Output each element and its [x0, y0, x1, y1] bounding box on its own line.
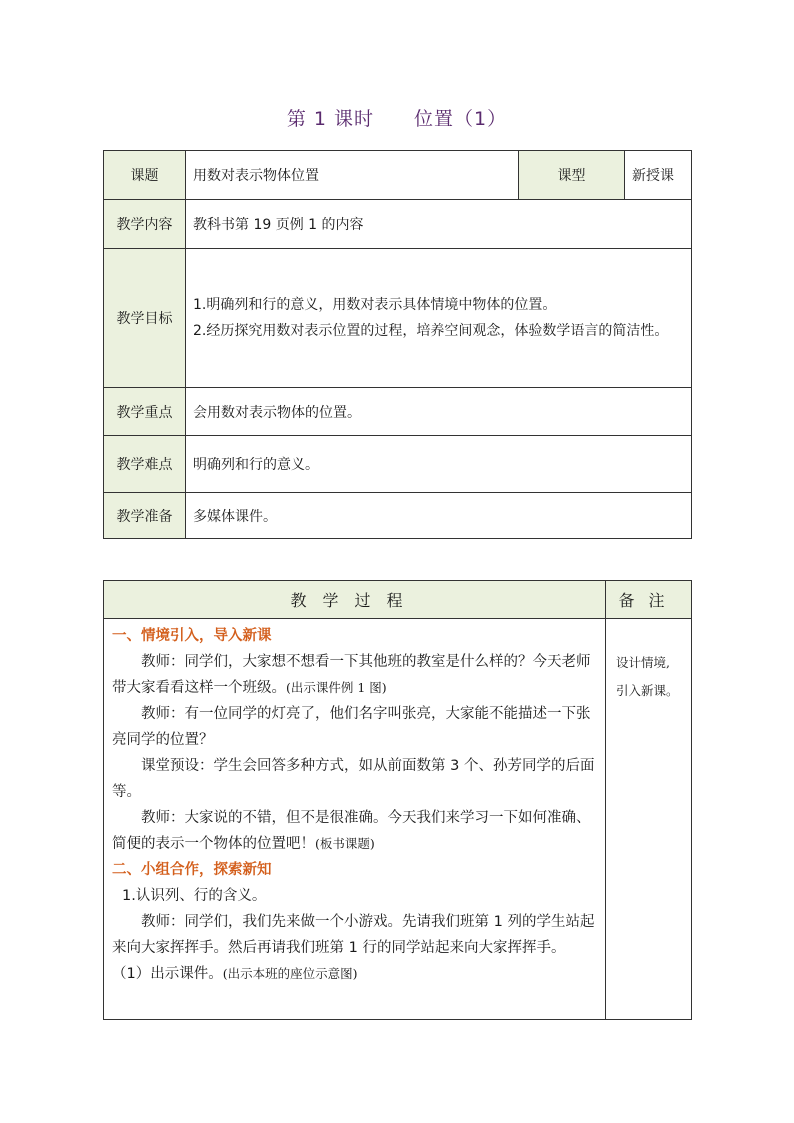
- value-objectives: [186, 249, 692, 388]
- table-row: [104, 151, 692, 200]
- table-row: [104, 436, 692, 493]
- note-line-1: 设计情境,: [616, 655, 670, 670]
- table-row: [104, 493, 692, 539]
- value-class-type: 新授课: [625, 151, 692, 200]
- value-difficulty: 明确列和行的意义。: [186, 436, 692, 493]
- paragraph-5: 教师：同学们，我们先来做一个小游戏。先请我们班第 1 列的学生站起来向大家挥挥手。然后再请我们班第 1 行的同学站起来向大家挥挥手。: [112, 914, 595, 956]
- paragraph-4: 教师：大家说的不错，但不是很准确。今天我们来学习一下如何准确、简便的表示一个物体的位置吧！(板书课题): [112, 810, 591, 852]
- process-content: [104, 619, 606, 1020]
- notes-content: [606, 619, 692, 1020]
- paragraph-6: （1）出示课件。(出示本班的座位示意图): [112, 966, 358, 982]
- note-line-2: 引入新课。: [616, 683, 679, 698]
- label-content: 教学内容: [104, 200, 186, 249]
- label-difficulty: 教学难点: [104, 436, 186, 493]
- paragraph-1: 教师：同学们，大家想不想看一下其他班的教室是什么样的？今天老师带大家看看这样一个班级。(出示课件例 1 图): [112, 654, 591, 696]
- section-1-title: 一、情境引入，导入新课: [112, 628, 272, 644]
- teaching-process-table: [103, 580, 692, 1020]
- lesson-topic: 位置（1）: [414, 108, 508, 130]
- page-title: [0, 104, 794, 131]
- label-topic: 课题: [104, 151, 186, 200]
- label-class-type: 课型: [519, 151, 625, 200]
- table-row: [104, 200, 692, 249]
- table-row: [104, 388, 692, 436]
- table-header-row: [104, 581, 692, 619]
- process-header: 教学过程: [104, 581, 606, 619]
- label-preparation: 教学准备: [104, 493, 186, 539]
- lesson-number: 第 1 课时: [286, 108, 375, 130]
- objective-1: 1.明确列和行的意义，用数对表示具体情境中物体的位置。: [193, 297, 557, 313]
- label-objectives: 教学目标: [104, 249, 186, 388]
- subsection-1: 1.认识列、行的含义。: [122, 888, 267, 904]
- objective-2: 2.经历探究用数对表示位置的过程，培养空间观念，体验数学语言的简洁性。: [193, 323, 669, 339]
- table-row: [104, 249, 692, 388]
- value-topic: 用数对表示物体位置: [186, 151, 519, 200]
- lesson-info-table: [103, 150, 692, 539]
- value-preparation: 多媒体课件。: [186, 493, 692, 539]
- label-key-point: 教学重点: [104, 388, 186, 436]
- value-content: 教科书第 19 页例 1 的内容: [186, 200, 692, 249]
- notes-header: 备注: [606, 581, 692, 619]
- table-row: [104, 619, 692, 1020]
- value-key-point: 会用数对表示物体的位置。: [186, 388, 692, 436]
- paragraph-3: 课堂预设：学生会回答多种方式，如从前面数第 3 个、孙芳同学的后面等。: [112, 758, 595, 800]
- section-2-title: 二、小组合作，探索新知: [112, 862, 272, 878]
- paragraph-2: 教师：有一位同学的灯亮了，他们名字叫张亮，大家能不能描述一下张亮同学的位置？: [112, 706, 591, 748]
